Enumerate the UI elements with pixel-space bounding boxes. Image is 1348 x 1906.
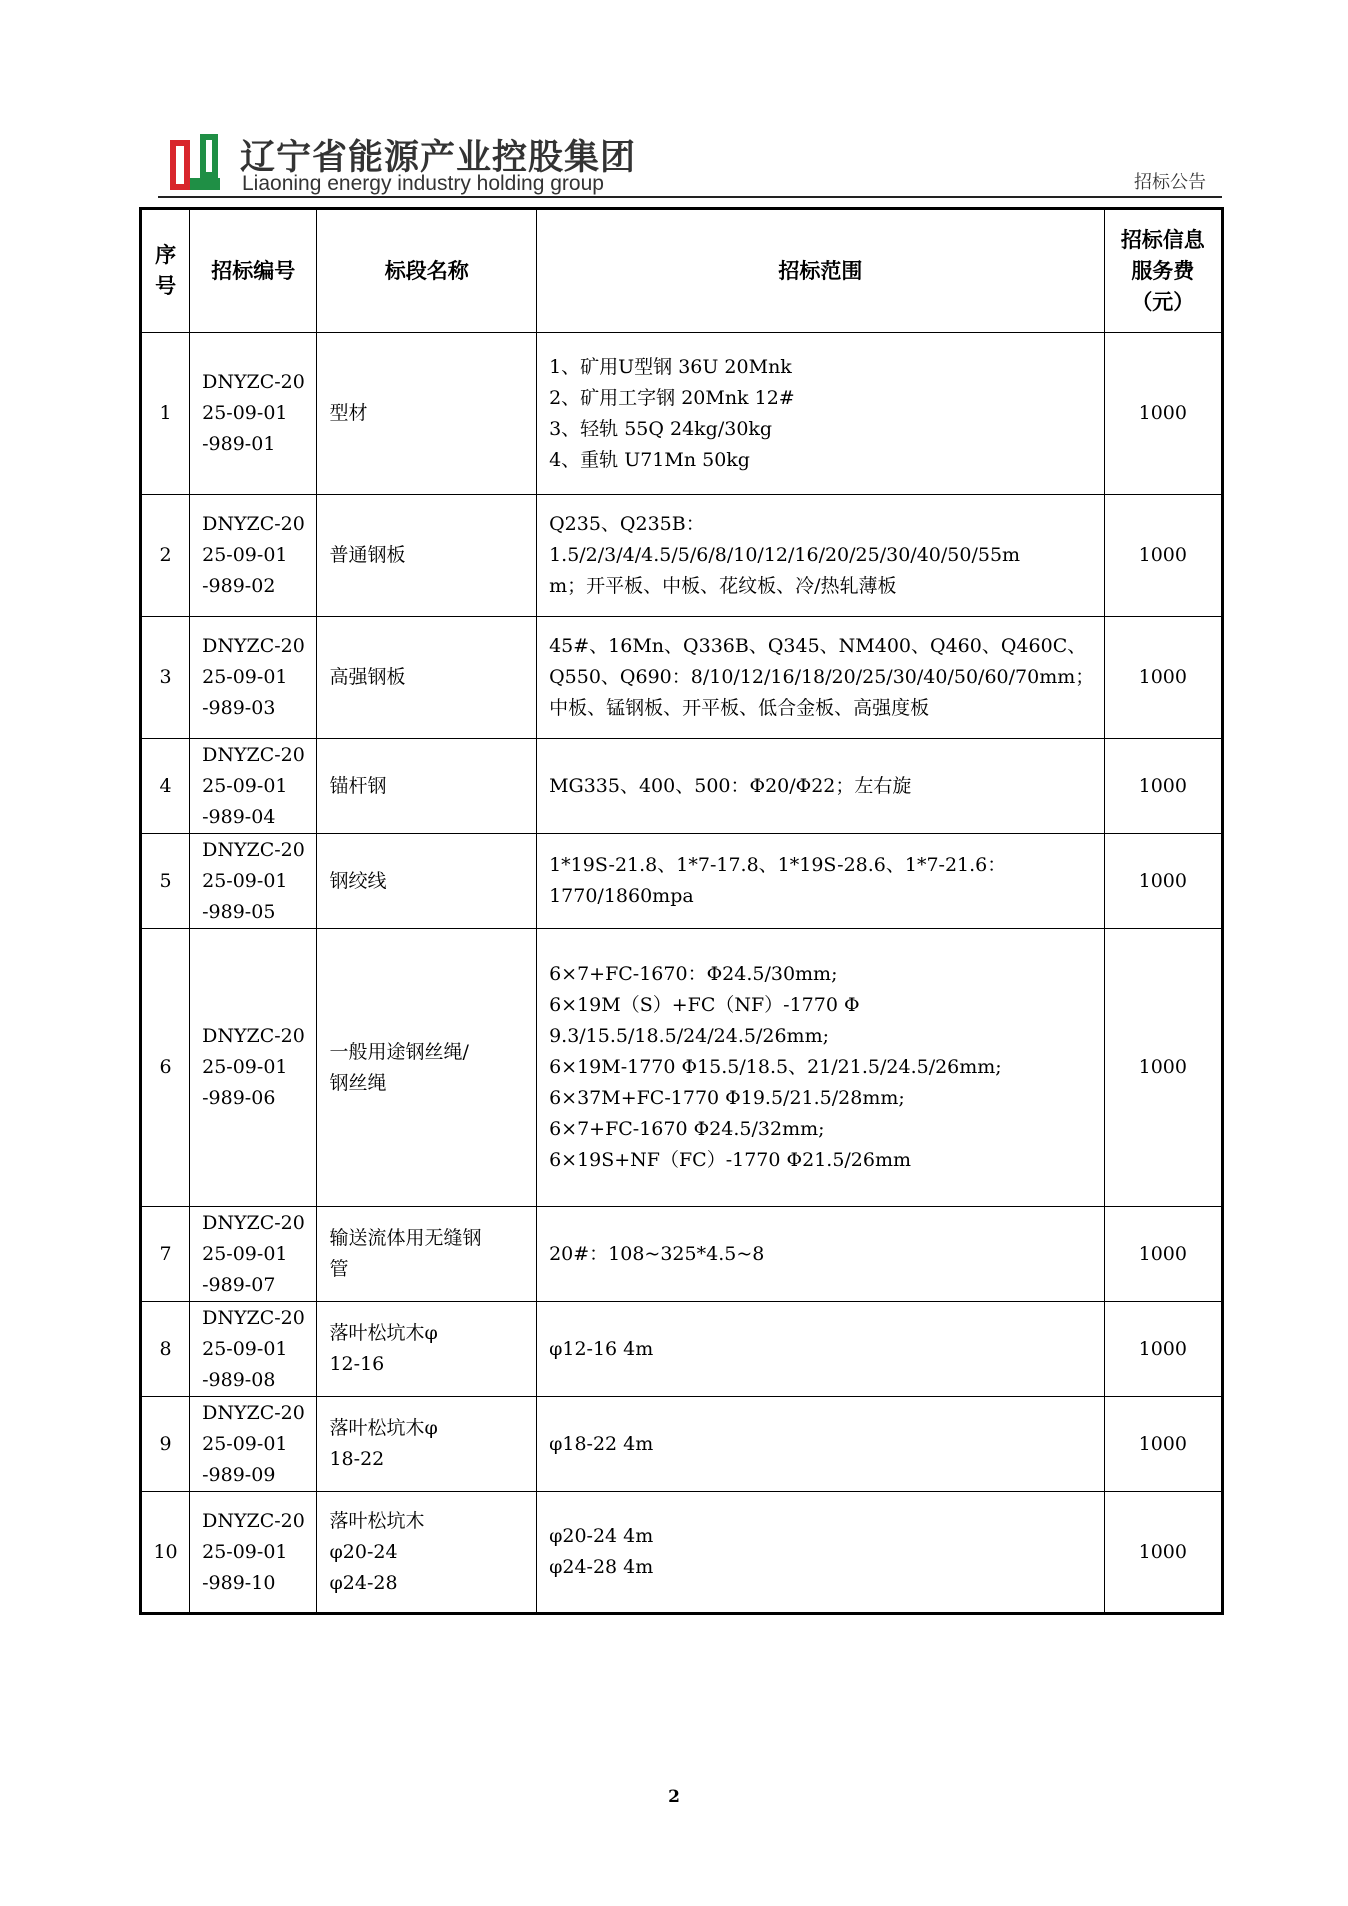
tender-code-line: 25-09-01	[202, 1337, 288, 1360]
header-no	[141, 209, 190, 333]
tender-scope-line: Q235、Q235B：	[549, 513, 705, 535]
lot-name-line: 普通钢板	[329, 544, 406, 566]
tender-code-line: -989-06	[202, 1087, 276, 1109]
tender-scope-line: 2、矿用工字钢 20Mnk 12#	[549, 386, 795, 409]
lot-name-line: φ20-24	[329, 1540, 398, 1563]
tender-scope-line: 1770/1860mpa	[549, 885, 694, 907]
lot-name-line: 锚杆钢	[329, 774, 387, 797]
tender-scope-line: φ24-28 4m	[549, 1556, 654, 1578]
lot-name-line: 落叶松坑木φ	[329, 1322, 438, 1344]
table-body	[141, 333, 1223, 1614]
tender-code-line: DNYZC-20	[202, 513, 305, 535]
tender-scope-line: 1、矿用U型钢 36U 20Mnk	[549, 355, 792, 378]
lot-name-line: 高强钢板	[329, 666, 406, 688]
tender-code-line: -989-05	[202, 900, 276, 923]
tender-code-line: 25-09-01	[202, 544, 288, 566]
header-no-line: 号	[155, 274, 177, 298]
tender-table	[139, 207, 1224, 1615]
tender-scope-line: 6×7+FC-1670：Φ24.5/30mm;	[549, 963, 838, 985]
header-fee-line: （元）	[1131, 289, 1195, 314]
tender-code	[190, 1397, 317, 1492]
tender-code-line: -989-10	[202, 1571, 276, 1594]
tender-scope-line: 45#、16Mn、Q336B、Q345、NM400、Q460、Q460C、	[549, 635, 1087, 657]
service-fee: 1000	[1104, 1207, 1222, 1302]
tender-code-line: -989-09	[202, 1463, 276, 1486]
tender-scope-line: Q550、Q690：8/10/12/16/18/20/25/30/40/50/60/70mm；	[549, 666, 1095, 688]
tender-code-line: -989-02	[202, 575, 276, 597]
tender-scope-line: φ20-24 4m	[549, 1525, 654, 1547]
row-number: 9	[141, 1397, 190, 1492]
tender-scope	[537, 617, 1105, 739]
lot-name	[317, 1207, 537, 1302]
tender-scope-line: 1.5/2/3/4/4.5/5/6/8/10/12/16/20/25/30/40/50/55m	[549, 544, 1021, 566]
lot-name-line: 管	[329, 1258, 349, 1280]
service-fee: 1000	[1104, 1492, 1222, 1614]
lot-name-line: 钢绞线	[329, 869, 387, 892]
lot-name-line: 钢丝绳	[329, 1071, 387, 1094]
lot-name-line: 一般用途钢丝绳/	[329, 1040, 469, 1063]
tender-scope	[537, 1207, 1105, 1302]
lot-name-line: 输送流体用无缝钢	[329, 1227, 482, 1249]
tender-scope-line: 4、重轨 U71Mn 50kg	[549, 448, 750, 471]
header-scope: 招标范围	[537, 209, 1105, 333]
tender-scope-line: 20#：108~325*4.5~8	[549, 1242, 765, 1265]
service-fee: 1000	[1104, 333, 1222, 495]
tender-scope-line: 9.3/15.5/18.5/24/24.5/26mm;	[549, 1025, 829, 1047]
tender-code	[190, 1207, 317, 1302]
document-type-label: 招标公告	[1134, 172, 1206, 193]
service-fee: 1000	[1104, 929, 1222, 1207]
org-name-en: Liaoning energy industry holding group	[242, 172, 604, 195]
lot-name	[317, 617, 537, 739]
tender-code-line: -989-03	[202, 697, 276, 719]
service-fee: 1000	[1104, 495, 1222, 617]
table-row	[141, 495, 1223, 617]
table-row	[141, 1397, 1223, 1492]
row-number: 8	[141, 1302, 190, 1397]
service-fee: 1000	[1104, 739, 1222, 834]
tender-code-line: DNYZC-20	[202, 743, 305, 766]
service-fee: 1000	[1104, 1302, 1222, 1397]
table-row	[141, 834, 1223, 929]
header-no-line: 序	[155, 243, 177, 267]
tender-code-line: 25-09-01	[202, 1432, 288, 1455]
tender-scope-line: 6×19M（S）+FC（NF）-1770 Φ	[549, 994, 860, 1016]
tender-scope	[537, 1397, 1105, 1492]
table-row	[141, 1302, 1223, 1397]
tender-scope	[537, 1492, 1105, 1614]
header-fee-line: 服务费	[1131, 258, 1195, 283]
lot-name	[317, 1397, 537, 1492]
row-number: 10	[141, 1492, 190, 1614]
tender-code-line: DNYZC-20	[202, 1509, 305, 1532]
row-number: 1	[141, 333, 190, 495]
row-number: 4	[141, 739, 190, 834]
lot-name-line: 12-16	[329, 1353, 385, 1375]
lot-name-line: φ24-28	[329, 1571, 398, 1594]
tender-scope-line: 3、轻轨 55Q 24kg/30kg	[549, 417, 773, 440]
tender-code-line: 25-09-01	[202, 869, 288, 892]
tender-code	[190, 617, 317, 739]
tender-code-line: 25-09-01	[202, 402, 288, 424]
tender-scope-line: 6×19S+NF（FC）-1770 Φ21.5/26mm	[549, 1149, 912, 1171]
tender-scope	[537, 495, 1105, 617]
tender-code-line: 25-09-01	[202, 1540, 288, 1563]
table-row	[141, 929, 1223, 1207]
table-row	[141, 1492, 1223, 1614]
tender-code-line: 25-09-01	[202, 666, 288, 688]
row-number: 3	[141, 617, 190, 739]
tender-code	[190, 739, 317, 834]
service-fee: 1000	[1104, 617, 1222, 739]
row-number: 5	[141, 834, 190, 929]
tender-code-line: -989-07	[202, 1273, 276, 1296]
company-logo	[170, 134, 228, 196]
tender-code	[190, 495, 317, 617]
tender-code-line: DNYZC-20	[202, 635, 305, 657]
lot-name	[317, 739, 537, 834]
tender-code-line: DNYZC-20	[202, 838, 305, 861]
tender-code	[190, 1492, 317, 1614]
tender-code-line: DNYZC-20	[202, 1025, 305, 1047]
org-name-cn: 辽宁省能源产业控股集团	[240, 138, 637, 178]
header-name: 标段名称	[317, 209, 537, 333]
table-header-row	[141, 209, 1223, 333]
lot-name	[317, 1492, 537, 1614]
header-rule	[158, 196, 1222, 198]
header-fee	[1104, 209, 1222, 333]
tender-code-line: DNYZC-20	[202, 371, 305, 393]
service-fee: 1000	[1104, 1397, 1222, 1492]
header-fee-line: 招标信息	[1120, 227, 1205, 252]
row-number: 6	[141, 929, 190, 1207]
lot-name-line: 18-22	[329, 1448, 385, 1470]
tender-scope	[537, 1302, 1105, 1397]
tender-scope-line: m；开平板、中板、花纹板、冷/热轧薄板	[549, 575, 897, 597]
lot-name-line: 落叶松坑木φ	[329, 1417, 438, 1439]
tender-code-line: 25-09-01	[202, 1056, 288, 1078]
table-row	[141, 739, 1223, 834]
tender-code-line: -989-08	[202, 1368, 276, 1391]
lot-name	[317, 1302, 537, 1397]
lot-name	[317, 929, 537, 1207]
page-number: 2	[668, 1787, 680, 1807]
tender-code-line: DNYZC-20	[202, 1306, 305, 1329]
tender-scope-line: 6×19M-1770 Φ15.5/18.5、21/21.5/24.5/26mm;	[549, 1056, 1002, 1078]
tender-scope-line: 中板、锰钢板、开平板、低合金板、高强度板	[549, 697, 930, 719]
lot-name	[317, 834, 537, 929]
tender-code	[190, 834, 317, 929]
tender-scope	[537, 834, 1105, 929]
lot-name-line: 落叶松坑木	[329, 1509, 425, 1532]
row-number: 2	[141, 495, 190, 617]
tender-code	[190, 929, 317, 1207]
tender-scope-line: MG335、400、500：Φ20/Φ22；左右旋	[549, 774, 912, 797]
tender-scope-line: 1*19S-21.8、1*7-17.8、1*19S-28.6、1*7-21.6：	[549, 854, 1007, 876]
table-row	[141, 1207, 1223, 1302]
tender-code-line: DNYZC-20	[202, 1211, 305, 1234]
tender-scope-line: φ18-22 4m	[549, 1432, 654, 1455]
tender-scope-line: 6×7+FC-1670 Φ24.5/32mm;	[549, 1118, 825, 1140]
tender-code-line: 25-09-01	[202, 1242, 288, 1265]
tender-code	[190, 333, 317, 495]
tender-scope	[537, 929, 1105, 1207]
tender-scope-line: 6×37M+FC-1770 Φ19.5/21.5/28mm;	[549, 1087, 905, 1109]
tender-code-line: -989-04	[202, 805, 276, 828]
page-header	[158, 126, 1222, 198]
lot-name	[317, 495, 537, 617]
header-code: 招标编号	[190, 209, 317, 333]
lot-name-line: 型材	[329, 402, 368, 424]
service-fee: 1000	[1104, 834, 1222, 929]
row-number: 7	[141, 1207, 190, 1302]
table-row	[141, 617, 1223, 739]
tender-code-line: DNYZC-20	[202, 1401, 305, 1424]
tender-scope-line: φ12-16 4m	[549, 1337, 654, 1360]
tender-code	[190, 1302, 317, 1397]
tender-code-line: -989-01	[202, 433, 276, 455]
table-row	[141, 333, 1223, 495]
lot-name	[317, 333, 537, 495]
tender-code-line: 25-09-01	[202, 774, 288, 797]
tender-scope	[537, 739, 1105, 834]
tender-scope	[537, 333, 1105, 495]
